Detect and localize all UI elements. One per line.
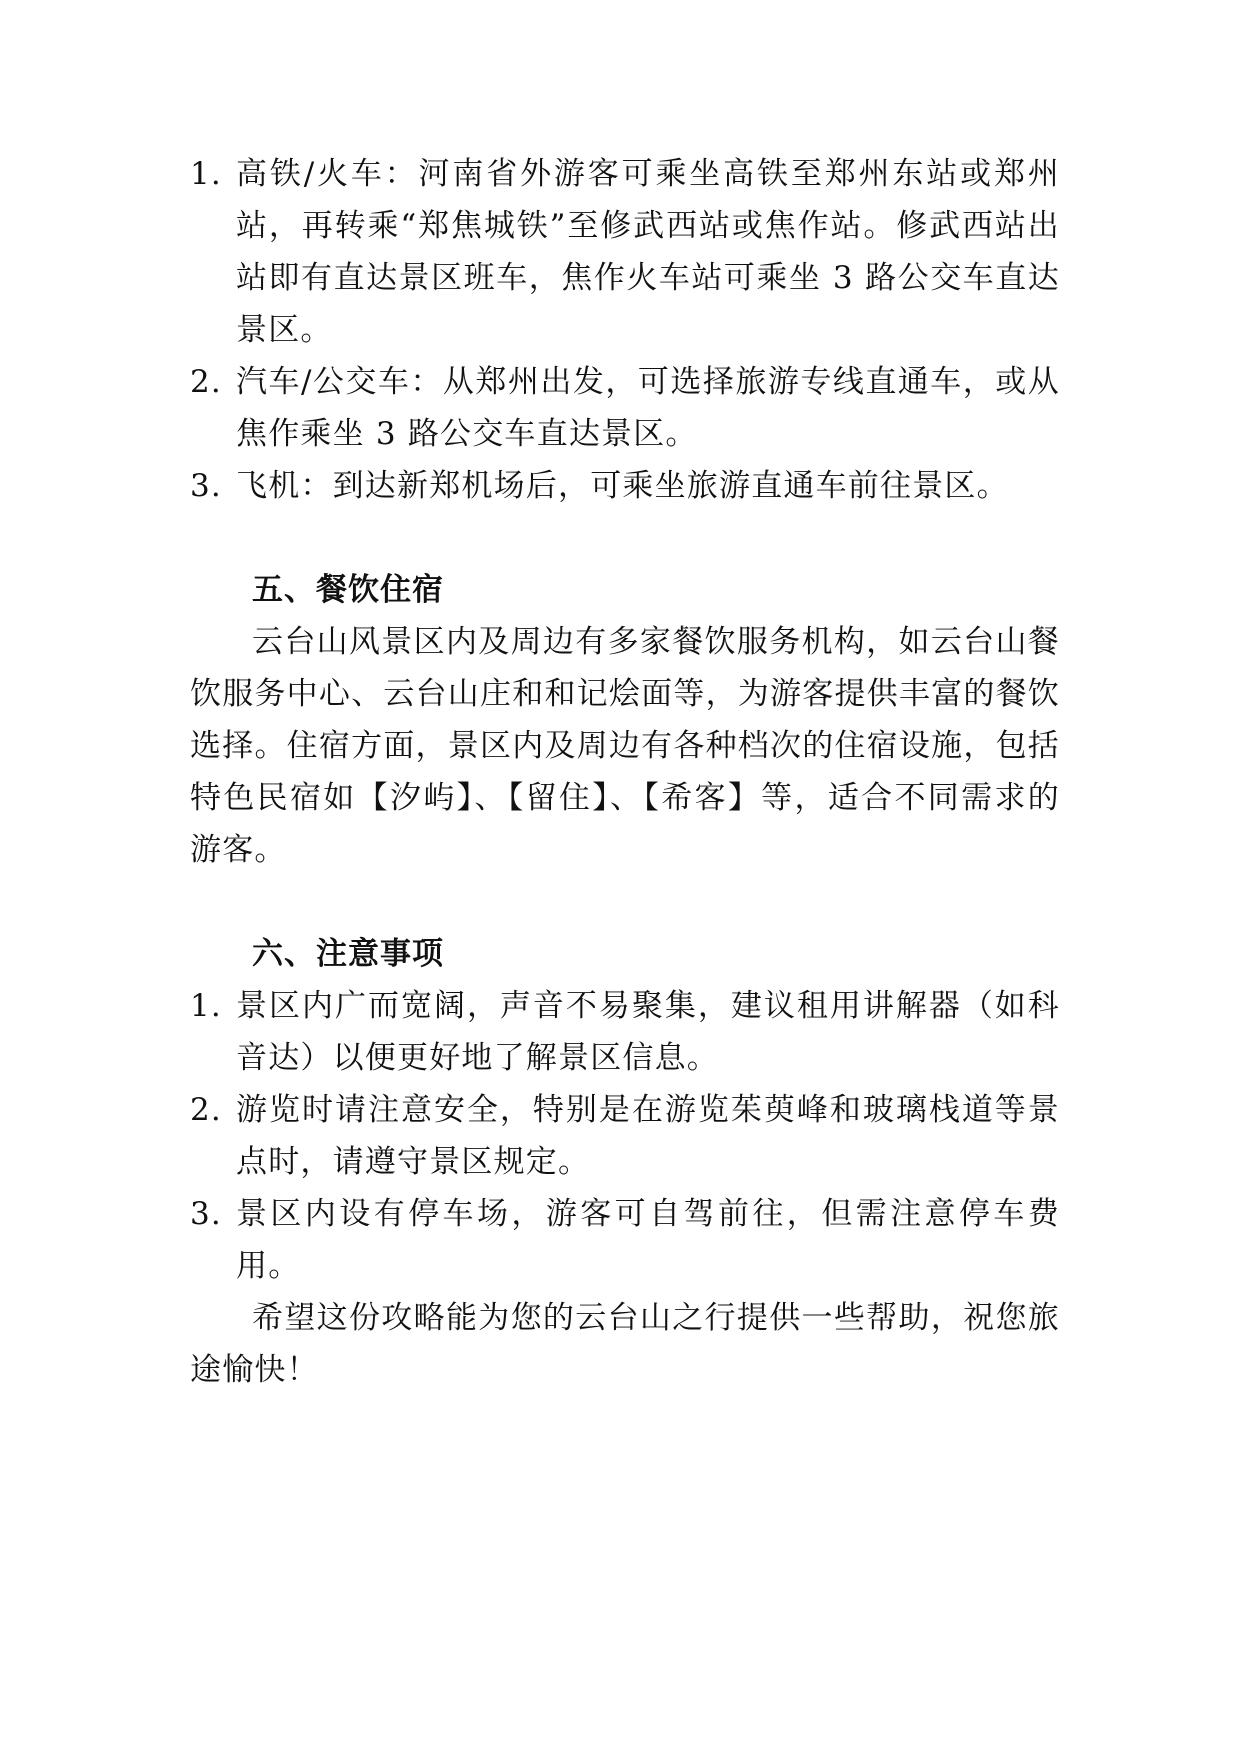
list-text: 汽车/公交车：从郑州出发，可选择旅游专线直通车，或从焦作乘坐 3 路公交车直达景区。: [236, 364, 1060, 452]
section-heading-notes: 六、注意事项: [252, 936, 444, 972]
spacer: [190, 876, 1060, 928]
list-number: 1.: [190, 988, 222, 1024]
list-text: 高铁/火车：河南省外游客可乘坐高铁至郑州东站或郑州站，再转乘“郑焦城铁”至修武西站或焦作站。修武西站出站即有直达景区班车，焦作火车站可乘坐 3 路公交车直达景区。: [236, 156, 1060, 348]
list-item: [190, 1188, 1060, 1292]
list-item: [190, 1084, 1060, 1188]
list-item: [190, 460, 1060, 512]
list-text: 景区内设有停车场，游客可自驾前往，但需注意停车费用。: [236, 1196, 1060, 1284]
list-number: 1.: [190, 156, 222, 192]
section-heading-dining: 五、餐饮住宿: [252, 572, 444, 608]
list-text: 游览时请注意安全，特别是在游览茱萸峰和玻璃栈道等景点时，请遵守景区规定。: [236, 1092, 1060, 1180]
list-text: 飞机：到达新郑机场后，可乘坐旅游直通车前往景区。: [236, 468, 1009, 504]
dining-paragraph: 云台山风景区内及周边有多家餐饮服务机构，如云台山餐饮服务中心、云台山庄和和记烩面等，为游客提供丰富的餐饮选择。住宿方面，景区内及周边有各种档次的住宿设施，包括特色民宿如【汐屿】、【留住】、【希客】等，适合不同需求的游客。: [190, 624, 1060, 868]
list-number: 2.: [190, 364, 222, 400]
list-number: 3.: [190, 468, 222, 504]
list-item: [190, 148, 1060, 356]
list-text: 景区内广而宽阔，声音不易聚集，建议租用讲解器（如科音达）以便更好地了解景区信息。: [236, 988, 1060, 1076]
list-item: [190, 980, 1060, 1084]
list-item: [190, 356, 1060, 460]
spacer: [190, 512, 1060, 564]
list-number: 2.: [190, 1092, 222, 1128]
document-content: [190, 148, 1060, 1396]
list-number: 3.: [190, 1196, 222, 1232]
transport-list: [190, 148, 1060, 512]
closing-paragraph: 希望这份攻略能为您的云台山之行提供一些帮助，祝您旅途愉快！: [190, 1300, 1060, 1388]
notes-list: [190, 980, 1060, 1292]
